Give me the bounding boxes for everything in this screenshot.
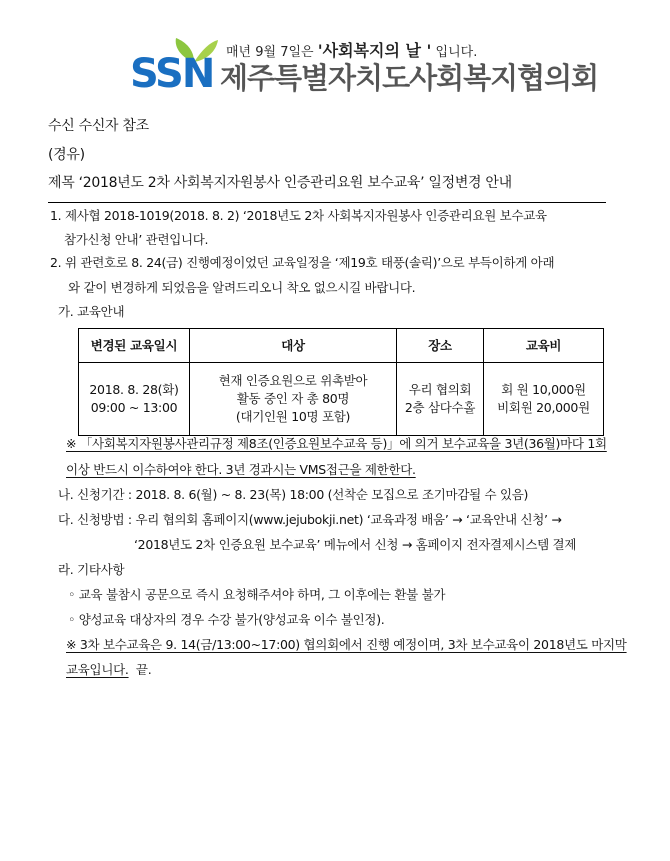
- bullet2: ◦ 양성교육 대상자의 경우 수강 불가(양성교육 이수 불인정).: [68, 612, 385, 627]
- end-mark: 끝.: [135, 662, 152, 677]
- note1-line2: 이상 반드시 이수하여야 한다. 3년 경과시는 VMS접근을 제한한다.: [66, 462, 416, 477]
- item2-line1: 2. 위 관련호로 8. 24(금) 진행예정이었던 교육일정을 ‘제19호 태풍(솔릭)’으로 부득이하게 아래: [50, 255, 555, 270]
- note2-line1: ※ 3차 보수교육은 9. 14(금/13:00~17:00) 협의회에서 진행 예정이며, 3차 보수교육이 2018년도 마지막: [66, 637, 627, 652]
- item1-line2: 참가신청 안내’ 관련입니다.: [64, 232, 209, 247]
- cell-fee: 회 원 10,000원 비회원 20,000원: [484, 363, 604, 436]
- cell-place: 우리 협의회 2층 삼다수홀: [397, 363, 484, 436]
- organization-name: 제주특별자치도사회복지협의회: [220, 61, 599, 95]
- cell-target: 현재 인증요원으로 위촉받아 활동 중인 자 총 80명 (대기인원 10명 포함): [190, 363, 397, 436]
- via: (경유): [48, 147, 85, 163]
- header-datetime: 변경된 교육일시: [79, 329, 190, 363]
- item2-line2: 와 같이 변경하게 되었음을 알려드리오니 착오 없으시길 바랍니다.: [68, 280, 416, 295]
- table-row: [79, 363, 604, 436]
- bullet1: ◦ 교육 불참시 공문으로 즉시 요청해주셔야 하며, 그 이후에는 환불 불가: [68, 587, 446, 602]
- table-header-row: [79, 329, 604, 363]
- item1-line1: 1. 제사협 2018-1019(2018. 8. 2) ‘2018년도 2차 사회복지자원봉사 인증관리요원 보수교육: [50, 208, 547, 223]
- header-fee: 교육비: [484, 329, 604, 363]
- letterhead-logo: [128, 34, 599, 98]
- subject: 제목 ‘2018년도 2차 사회복지자원봉사 인증관리요원 보수교육’ 일정변경 안내: [48, 175, 512, 191]
- section-ra: 라. 기타사항: [58, 562, 125, 577]
- divider: [48, 202, 606, 203]
- section-na: 나. 신청기간 : 2018. 8. 6(월) ~ 8. 23(목) 18:00 (선착순 모집으로 조기마감될 수 있음): [58, 487, 529, 502]
- tagline: 매년 9월 7일은 '사회복지의 날 ' 입니다.: [226, 41, 478, 60]
- note2-line2: 교육입니다. 끝.: [66, 662, 152, 677]
- header-place: 장소: [397, 329, 484, 363]
- note1-line1: ※ 「사회복지자원봉사관리규정 제8조(인증요원보수교육 등)」에 의거 보수교육을 3년(36월)마다 1회: [66, 436, 607, 451]
- section-da-line2: ‘2018년도 2차 인증요원 보수교육’ 메뉴에서 신청 → 홈페이지 전자결제시스템 결제: [134, 537, 577, 552]
- recipient: 수신 수신자 참조: [48, 118, 149, 134]
- section-ga: 가. 교육안내: [58, 304, 125, 319]
- education-table: [78, 328, 604, 436]
- cell-datetime: 2018. 8. 28(화) 09:00 ~ 13:00: [79, 363, 190, 436]
- logo-text: SSN: [130, 51, 214, 97]
- header-target: 대상: [190, 329, 397, 363]
- section-da-line1: 다. 신청방법 : 우리 협의회 홈페이지(www.jejubokji.net) ‘교육과정 배움’ → ‘교육안내 신청’ →: [58, 512, 562, 527]
